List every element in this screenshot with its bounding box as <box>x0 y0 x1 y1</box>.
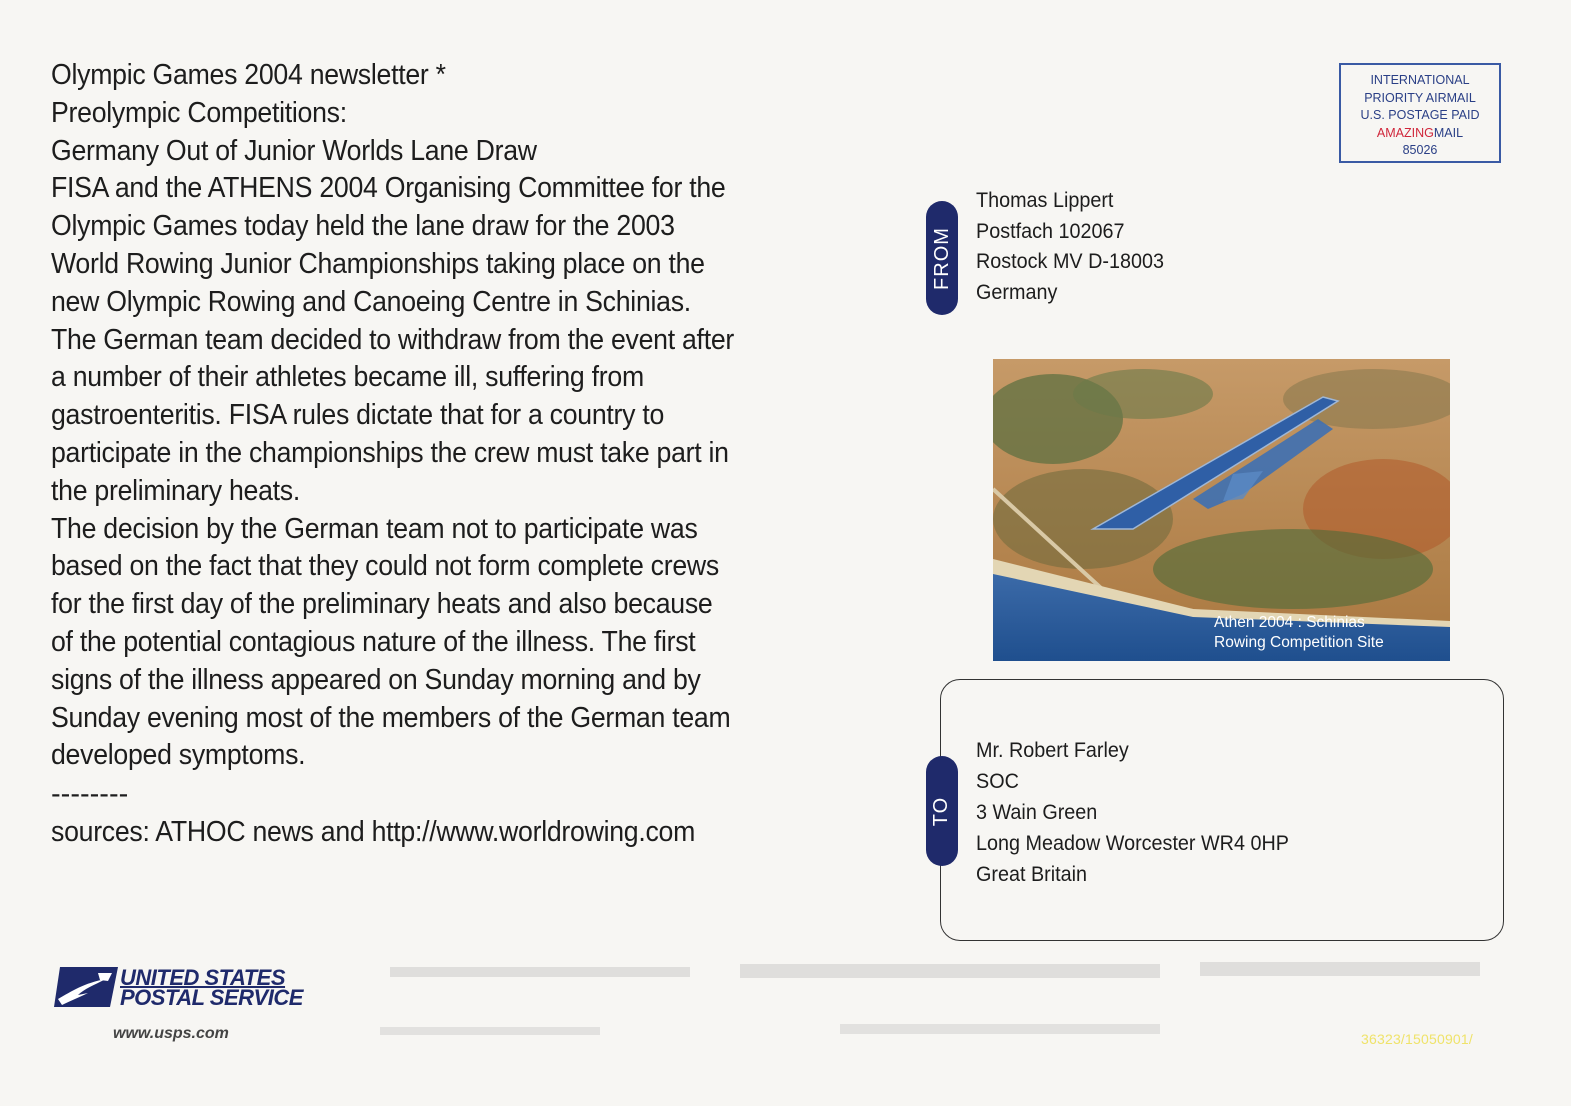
caption-line: Athen 2004 : Schinias <box>1214 614 1365 631</box>
article-line: of the potential contagious nature of the illness. The first <box>51 625 696 658</box>
article-line: World Rowing Junior Championships taking place on the <box>51 247 705 280</box>
newsletter-text <box>51 57 815 775</box>
usps-line: POSTAL SERVICE <box>120 985 303 1010</box>
photo-caption <box>1214 613 1384 653</box>
indicia-amazing: AMAZING <box>1376 125 1434 140</box>
article-line: participate in the championships the crew must take part in <box>51 436 729 469</box>
indicia-line: INTERNATIONAL <box>1370 73 1470 87</box>
indicia-number: 85026 <box>1402 143 1438 157</box>
show-through-marks <box>380 952 1490 1072</box>
recipient-address <box>976 735 1289 890</box>
recipient-line: 3 Wain Green <box>976 800 1098 824</box>
indicia-mail: MAIL <box>1433 125 1464 140</box>
article-line: based on the fact that they could not form complete crews <box>51 550 719 583</box>
from-label: FROM <box>930 226 953 290</box>
sender-line: Postfach 102067 <box>976 218 1125 243</box>
article-line: for the first day of the preliminary heats and also because <box>51 588 713 621</box>
caption-line: Rowing Competition Site <box>1214 634 1384 651</box>
article-line: FISA and the ATHENS 2004 Organising Committee for the <box>51 172 726 205</box>
sender-country: Germany <box>976 279 1058 304</box>
article-line: Olympic Games today held the lane draw for the 2003 <box>51 210 675 243</box>
article-line: the preliminary heats. <box>51 474 301 507</box>
article-line: developed symptoms. <box>51 739 306 772</box>
to-label: TO <box>930 796 953 826</box>
separator: -------- <box>51 778 129 810</box>
indicia-line: U.S. POSTAGE PAID <box>1360 108 1480 122</box>
from-label-pill <box>926 201 958 315</box>
recipient-line: SOC <box>976 769 1019 793</box>
sender-line: Rostock MV D-18003 <box>976 249 1164 273</box>
article-line: The German team decided to withdraw from the event after <box>51 323 735 356</box>
sender-address <box>976 185 1164 307</box>
newsletter-title: Olympic Games 2004 newsletter * <box>51 59 446 91</box>
indicia-brand <box>1341 125 1499 143</box>
newsletter-subtitle: Preolympic Competitions: <box>51 96 347 129</box>
article-line: a number of their athletes became ill, suffering from <box>51 361 644 394</box>
to-label-pill <box>926 756 958 866</box>
newsletter-headline: Germany Out of Junior Worlds Lane Draw <box>51 134 537 167</box>
postage-indicia <box>1339 63 1501 163</box>
usps-line: UNITED STATES <box>120 965 286 990</box>
article-line: The decision by the German team not to participate was <box>51 512 698 545</box>
recipient-country: Great Britain <box>976 862 1088 886</box>
recipient-name: Mr. Robert Farley <box>976 738 1129 762</box>
indicia-line: PRIORITY AIRMAIL <box>1364 90 1476 105</box>
usps-wordmark <box>120 965 303 1010</box>
article-line: gastroenteritis. FISA rules dictate that for a country to <box>51 399 665 432</box>
article-line: signs of the illness appeared on Sunday morning and by <box>51 663 701 696</box>
barcode-text: 36323/15050901/ <box>1361 1031 1473 1047</box>
recipient-line: Long Meadow Worcester WR4 0HP <box>976 831 1289 855</box>
usps-eagle-icon <box>54 965 118 1009</box>
article-line: Sunday evening most of the members of the German team <box>51 701 731 734</box>
sources-line: sources: ATHOC news and http://www.worldrowing.com <box>51 816 696 848</box>
article-line: new Olympic Rowing and Canoeing Centre in Schinias. <box>51 285 691 318</box>
usps-url: www.usps.com <box>113 1025 229 1042</box>
sender-name: Thomas Lippert <box>976 188 1114 212</box>
